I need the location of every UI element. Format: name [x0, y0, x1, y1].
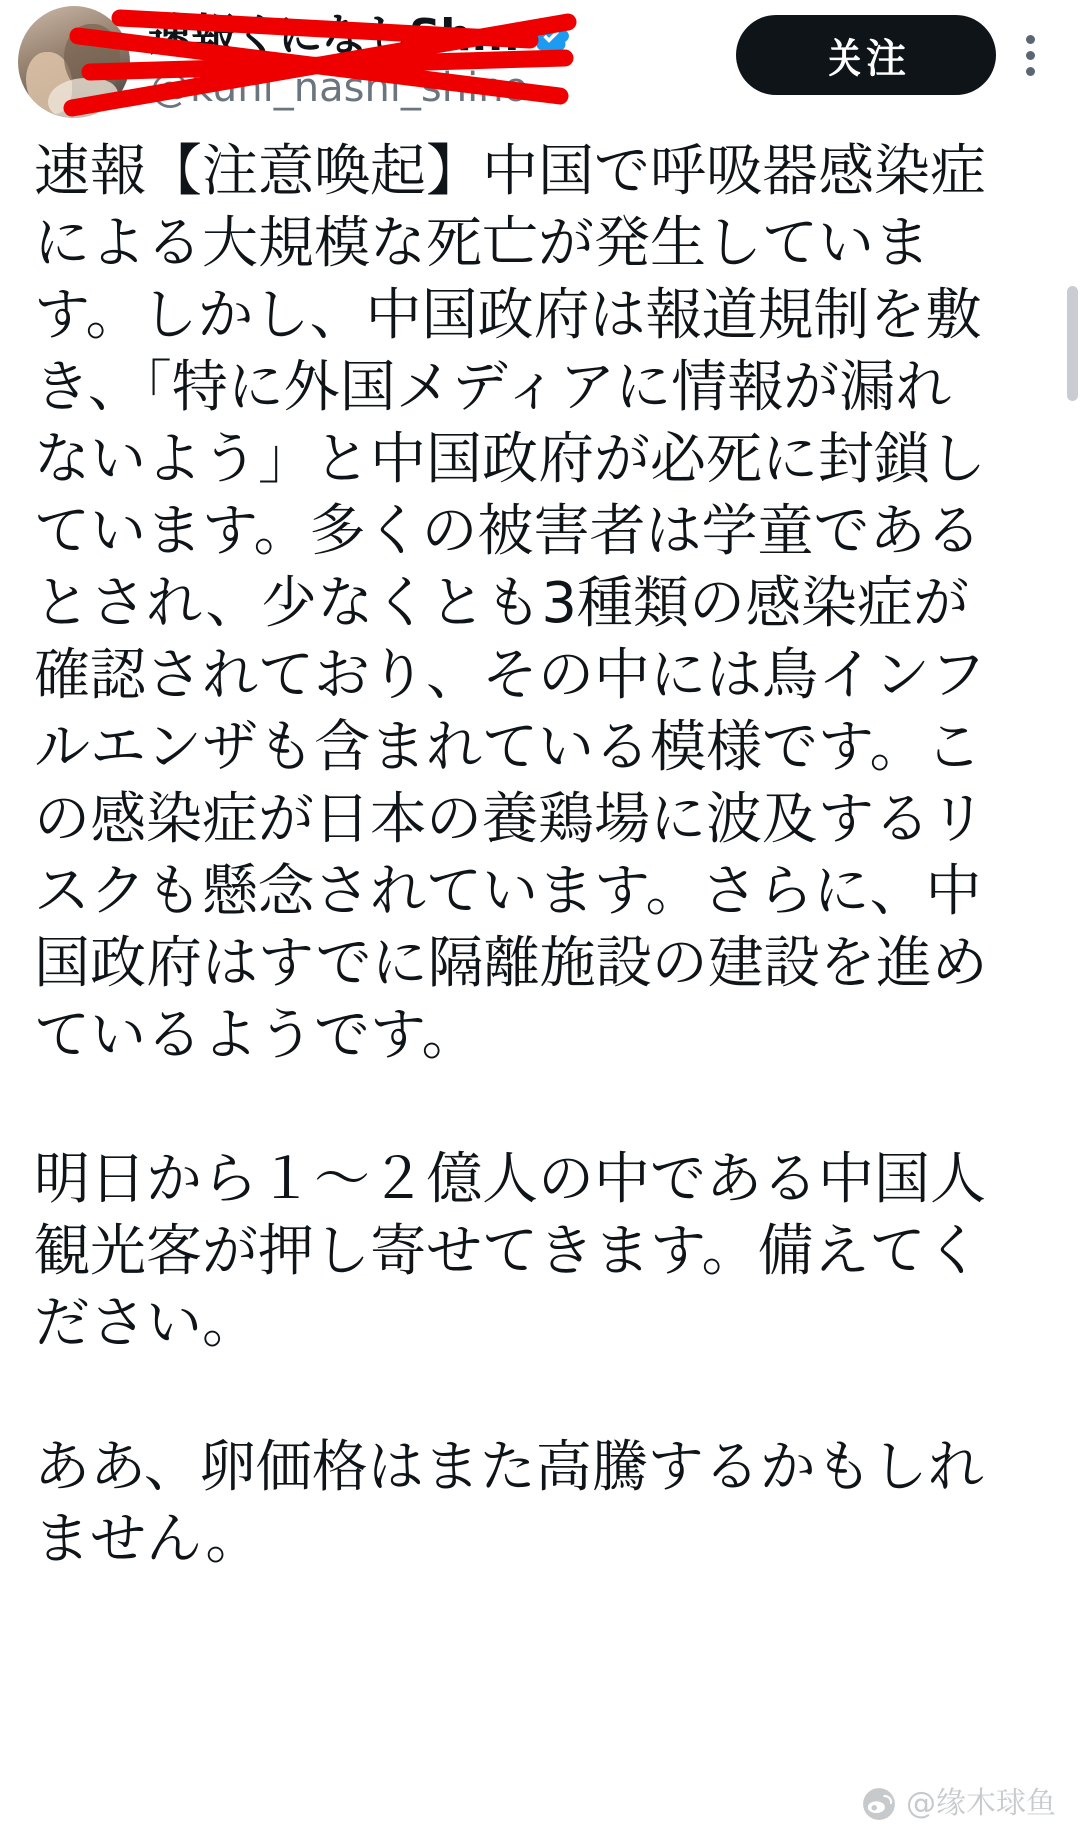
tweet-paragraph-1: 速報【注意喚起】中国で呼吸器感染症による大規模な死亡が発生しています。しかし、中国政府は報道規制を敷き、「特に外国メディアに情報が漏れないよう」と中国政府が必死に封鎖しています。多くの被害者は学童であるとされ、少なくとも3種類の感染症が確認されており、その中には鳥インフルエンザも含まれている模様です。この感染症が日本の養鶏場に波及するリスクも懸念されています。さらに、中国政府はすでに隔離施設の建設を進めているようです。 — [34, 139, 988, 1068]
weibo-icon — [862, 1787, 896, 1821]
watermark — [862, 1787, 1056, 1821]
account-name-row[interactable] — [148, 8, 708, 64]
avatar-shape-3 — [48, 78, 118, 118]
more-dot-1 — [1026, 35, 1035, 44]
watermark-text: @缘木球鱼 — [906, 1786, 1056, 1821]
avatar[interactable] — [18, 6, 130, 118]
scrollbar-thumb[interactable] — [1067, 286, 1078, 401]
tweet-header — [0, 0, 1080, 135]
account-handle[interactable]: @kuni_nashi_shino — [150, 65, 529, 111]
display-name: 速報くになしSh... — [148, 10, 520, 61]
verified-badge-icon — [530, 15, 572, 57]
more-options-icon[interactable] — [1002, 20, 1058, 90]
tweet-paragraph-3: ああ、卵価格はまた高騰するかもしれません。 — [34, 1435, 984, 1572]
follow-button[interactable]: 关注 — [736, 15, 996, 95]
more-dot-2 — [1026, 51, 1035, 60]
more-dot-3 — [1026, 67, 1035, 76]
tweet-paragraph-2: 明日から１〜２億人の中である中国人観光客が押し寄せてきます。備えてください。 — [34, 1147, 986, 1356]
tweet-text — [0, 136, 1030, 1576]
scrollbar-track[interactable] — [1068, 136, 1080, 1835]
